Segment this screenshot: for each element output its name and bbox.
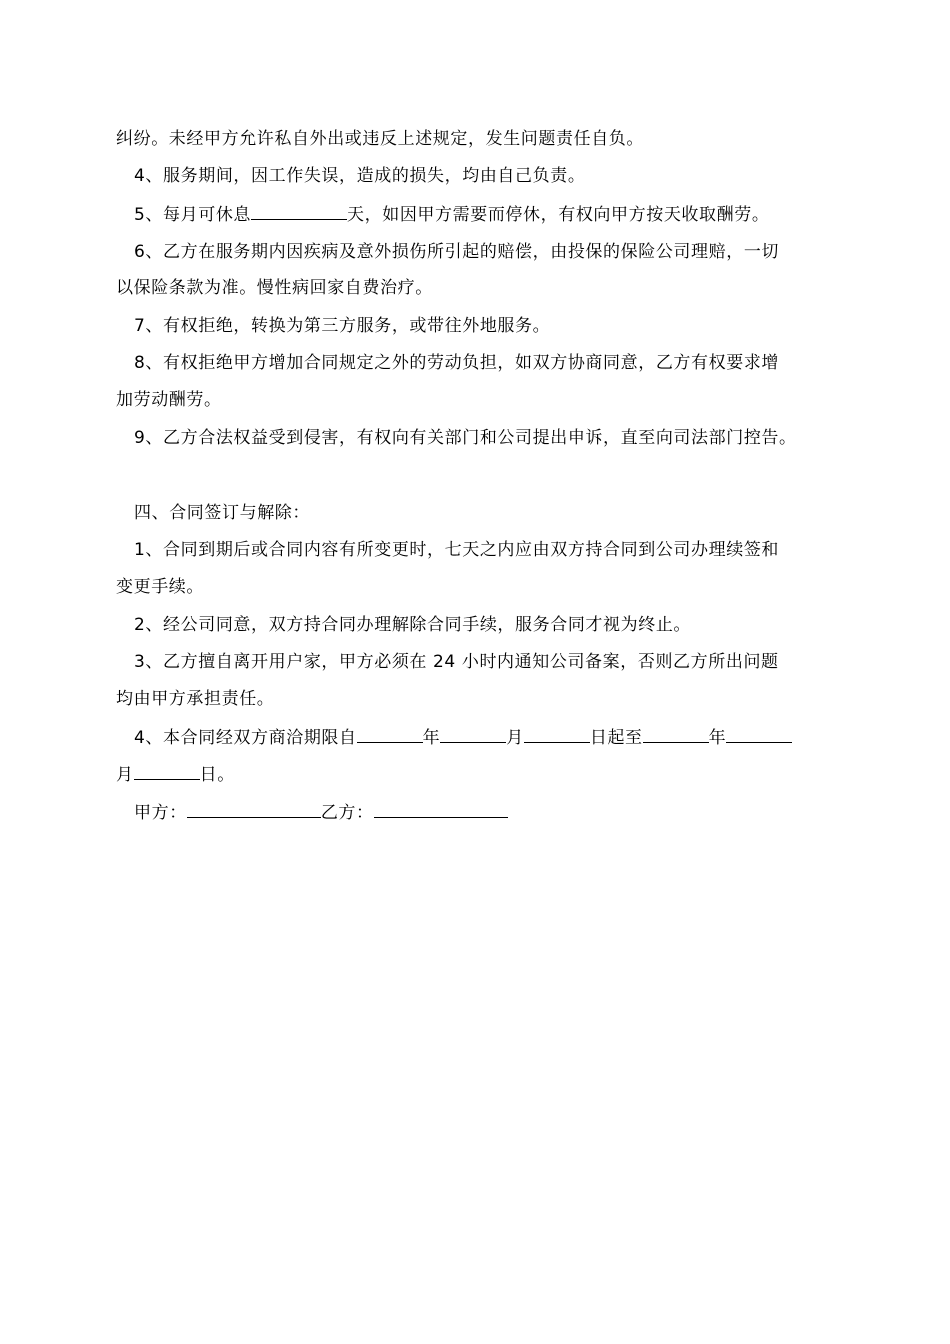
signature-line [134, 801, 508, 824]
text-span: 月 [116, 765, 134, 785]
text-span: 天，如因甲方需要而停休，有权向甲方按天收取酬劳。 [347, 205, 770, 225]
text-span: 加劳动酬劳。 [116, 390, 222, 410]
fill-in-blank [643, 726, 709, 743]
clause-8-extra-labor [134, 352, 779, 374]
party-b-label: 乙方： [320, 803, 374, 823]
fill-in-blank [440, 726, 506, 743]
text-span: 日。 [199, 765, 235, 785]
text-span: 5、每月可休息 [134, 205, 252, 225]
clause-8-continued [116, 389, 222, 411]
text-span: 1、合同到期后或合同内容有所变更时，七天之内应由双方持合同到公司办理续签和 [134, 540, 780, 560]
text-span: 3、乙方擅自离开用户家，甲方必须在 24 小时内通知公司备案，否则乙方所出问题 [134, 652, 779, 672]
fill-in-blank [134, 763, 200, 780]
text-span: 四、合同签订与解除： [134, 503, 310, 523]
clause-5-rest-days [134, 203, 769, 226]
section4-clause-1 [134, 539, 779, 561]
section4-clause-3 [134, 651, 779, 673]
text-span: 纠纷。未经甲方允许私自外出或违反上述规定，发生问题责任自负。 [116, 129, 644, 149]
section4-clause-1-continued [116, 576, 204, 598]
fill-in-blank [251, 203, 347, 220]
text-span: 变更手续。 [116, 577, 204, 597]
text-span: 9、乙方合法权益受到侵害，有权向有关部门和公司提出申诉，直至向司法部门控告。 [134, 428, 797, 448]
fill-in-blank [524, 726, 590, 743]
clause-4-service-loss [134, 165, 585, 187]
clause-6-continued [116, 277, 433, 299]
text-span: 月 [506, 728, 524, 748]
text-span: 8、有权拒绝甲方增加合同规定之外的劳动负担，如双方协商同意，乙方有权要求增 [134, 353, 780, 373]
party-a-signature-blank [187, 801, 321, 818]
party-a-label: 甲方： [134, 803, 187, 823]
text-span: 2、经公司同意，双方持合同办理解除合同手续，服务合同才视为终止。 [134, 615, 692, 635]
text-span: 7、有权拒绝，转换为第三方服务，或带往外地服务。 [134, 316, 551, 336]
party-b-signature-blank [374, 801, 508, 818]
paragraph-line [116, 128, 644, 150]
text-span: 年 [422, 728, 441, 748]
section4-clause-4-term [134, 726, 792, 749]
text-span: 4、本合同经双方商洽期限自 [134, 728, 357, 748]
section4-clause-4-continued [116, 763, 235, 786]
section4-clause-3-continued [116, 688, 274, 710]
section4-clause-2 [134, 614, 691, 636]
text-span: 4、服务期间，因工作失误，造成的损失，均由自己负责。 [134, 166, 586, 186]
text-span: 以保险条款为准。慢性病回家自费治疗。 [116, 278, 433, 298]
fill-in-blank [357, 726, 423, 743]
text-span: 日起至 [589, 728, 643, 748]
clause-7-refuse [134, 315, 550, 337]
section-heading-4 [134, 502, 310, 524]
clause-9-rights [134, 427, 797, 449]
text-span: 均由甲方承担责任。 [116, 689, 275, 709]
text-span: 年 [708, 728, 727, 748]
fill-in-blank [726, 726, 792, 743]
clause-6-compensation [134, 241, 779, 263]
text-span: 6、乙方在服务期内因疾病及意外损伤所引起的赔偿，由投保的保险公司理赔，一切 [134, 242, 780, 262]
